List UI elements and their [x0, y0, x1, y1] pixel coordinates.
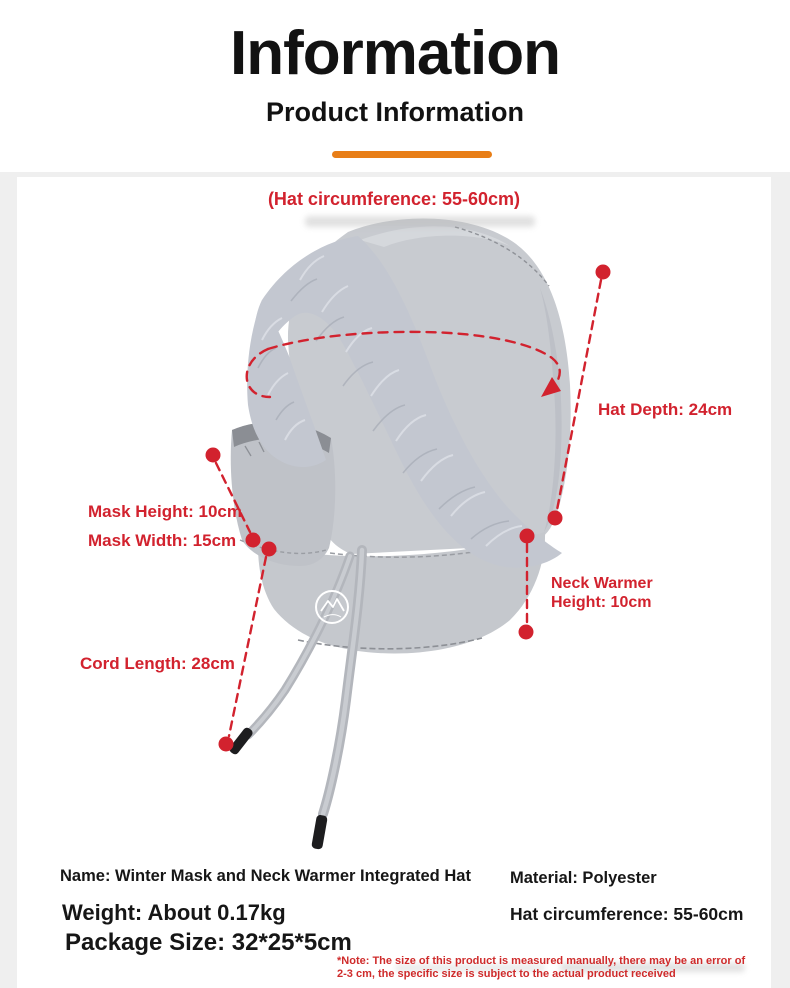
page-subtitle: Product Information [266, 97, 524, 127]
spec-hat-circumference: Hat circumference: 55-60cm [510, 904, 744, 924]
cord-length-label: Cord Length: 28cm [80, 654, 235, 673]
hat-depth-label: Hat Depth: 24cm [598, 400, 733, 419]
spec-package-size: Package Size: 32*25*5cm [65, 929, 352, 956]
neck-warmer-label-line1: Neck Warmer [551, 575, 653, 592]
blurred-watermark [305, 216, 535, 227]
note-line1: *Note: The size of this product is measured manually, there may be an error of [337, 955, 746, 967]
neck-warmer-label-line2: Height: 10cm [551, 594, 652, 611]
winter-hat-illustration [228, 218, 571, 849]
mask-width-label: Mask Width: 15cm [88, 531, 237, 550]
hat-circumference-callout: (Hat circumference: 55-60cm) [267, 189, 521, 209]
spec-name: Name: Winter Mask and Neck Warmer Integrated Hat [60, 867, 471, 885]
page-title: Information [230, 19, 560, 88]
spec-weight: Weight: About 0.17kg [62, 900, 286, 925]
spec-material: Material: Polyester [510, 869, 657, 887]
note-line2: 2-3 cm, the specific size is subject to the actual product received [337, 968, 676, 980]
mask-height-label: Mask Height: 10cm [88, 502, 242, 521]
